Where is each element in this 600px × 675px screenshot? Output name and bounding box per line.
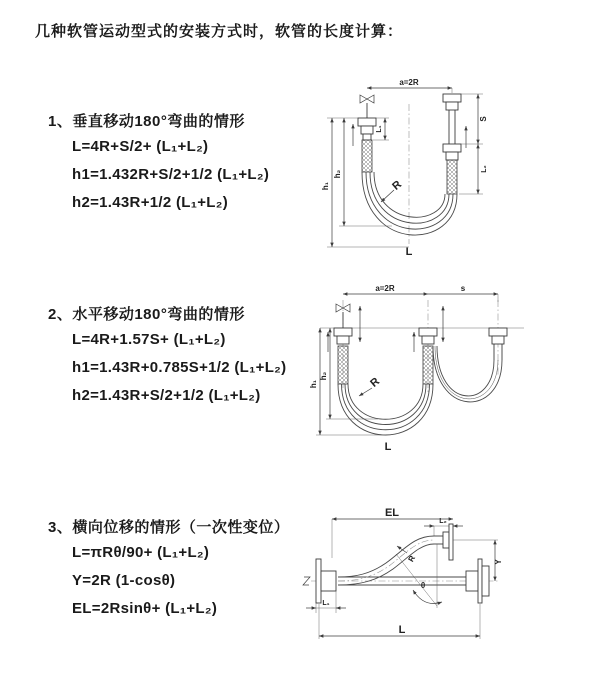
dimension-el bbox=[332, 507, 453, 558]
dimension-y bbox=[494, 540, 503, 581]
braided-hose-section bbox=[423, 346, 433, 384]
centerline-break-mark bbox=[303, 577, 310, 585]
svg-text:h₁: h₁ bbox=[321, 181, 330, 191]
dimension-s bbox=[461, 94, 488, 144]
formula-s2-h1: h1=1.43R+0.785S+1/2 (L₁+L₂) bbox=[72, 359, 287, 376]
diagram-vertical-180-bend bbox=[310, 74, 525, 259]
left-flange-fitting bbox=[316, 559, 336, 603]
angle-theta-construction bbox=[396, 544, 442, 608]
dimension-s bbox=[428, 284, 498, 302]
valve-icon bbox=[360, 95, 374, 118]
braided-hose-section bbox=[362, 140, 372, 172]
svg-text:R: R bbox=[368, 375, 382, 390]
formula-s3-l: L=πRθ/90+ (L₁+L₂) bbox=[72, 544, 210, 561]
radius-callout bbox=[359, 376, 382, 396]
middle-pipe-fitting bbox=[419, 328, 437, 384]
formula-s3-el: EL=2Rsinθ+ (L₁+L₂) bbox=[72, 600, 218, 617]
dimension-a2r bbox=[343, 284, 428, 294]
braided-hose-section bbox=[338, 346, 348, 384]
section-2-heading: 2、水平移动180°弯曲的情形 bbox=[48, 306, 245, 323]
svg-text:R: R bbox=[406, 553, 418, 564]
formula-s1-h1: h1=1.432R+S/2+1/2 (L₁+L₂) bbox=[72, 166, 270, 183]
svg-text:h₂: h₂ bbox=[319, 371, 328, 381]
svg-text:L₁: L₁ bbox=[322, 600, 330, 607]
formula-s1-l: L=4R+S/2+ (L₁+L₂) bbox=[72, 138, 209, 155]
svg-text:h₂: h₂ bbox=[333, 169, 342, 179]
dimension-a2r bbox=[367, 78, 452, 93]
u-bend-hose-displaced bbox=[433, 346, 502, 402]
right-flange-fitting bbox=[466, 559, 489, 603]
u-bend-hose-initial bbox=[338, 384, 433, 435]
u-bend-hose bbox=[362, 172, 457, 235]
svg-text:S: S bbox=[479, 116, 488, 122]
diagram-lateral-displacement bbox=[296, 496, 510, 648]
hose-displaced-position bbox=[338, 536, 434, 585]
section-1-heading: 1、垂直移动180°弯曲的情形 bbox=[48, 113, 245, 130]
svg-text:a=2R: a=2R bbox=[399, 78, 419, 87]
left-pipe-fitting bbox=[334, 328, 352, 384]
left-pipe-fitting bbox=[358, 118, 376, 172]
radius-callout bbox=[397, 546, 417, 564]
svg-text:θ: θ bbox=[420, 581, 426, 590]
dimension-l1 bbox=[306, 591, 346, 613]
valve-icon bbox=[336, 304, 350, 328]
formula-s2-h2: h2=1.43R+S/2+1/2 (L₁+L₂) bbox=[72, 387, 261, 404]
length-label: L bbox=[405, 246, 413, 258]
svg-text:L₂: L₂ bbox=[481, 165, 488, 173]
formula-s2-l: L=4R+1.57S+ (L₁+L₂) bbox=[72, 331, 226, 348]
dimension-l2 bbox=[459, 144, 488, 194]
length-label: L bbox=[384, 441, 392, 453]
formula-s3-y: Y=2R (1-cosθ) bbox=[72, 572, 176, 589]
formula-s1-h2: h2=1.43R+1/2 (L₁+L₂) bbox=[72, 194, 229, 211]
svg-text:EL: EL bbox=[384, 507, 400, 519]
svg-text:L₂: L₂ bbox=[439, 518, 447, 525]
svg-text:h₁: h₁ bbox=[309, 379, 318, 389]
svg-text:Y: Y bbox=[494, 559, 503, 565]
right-pipe-fitting bbox=[443, 94, 461, 194]
section-3-heading: 3、横向位移的情形（一次性变位） bbox=[48, 519, 290, 536]
page-title: 几种软管运动型式的安装方式时，软管的长度计算： bbox=[35, 23, 404, 40]
svg-text:R: R bbox=[390, 178, 404, 193]
svg-text:L₁: L₁ bbox=[376, 125, 383, 133]
braided-hose-section bbox=[447, 160, 457, 194]
svg-text:L: L bbox=[398, 624, 406, 636]
svg-text:a=2R: a=2R bbox=[375, 284, 395, 293]
diagram-horizontal-180-bend bbox=[308, 284, 568, 456]
svg-text:s: s bbox=[460, 284, 466, 293]
radius-callout bbox=[381, 179, 404, 202]
dimension-l bbox=[319, 604, 480, 639]
